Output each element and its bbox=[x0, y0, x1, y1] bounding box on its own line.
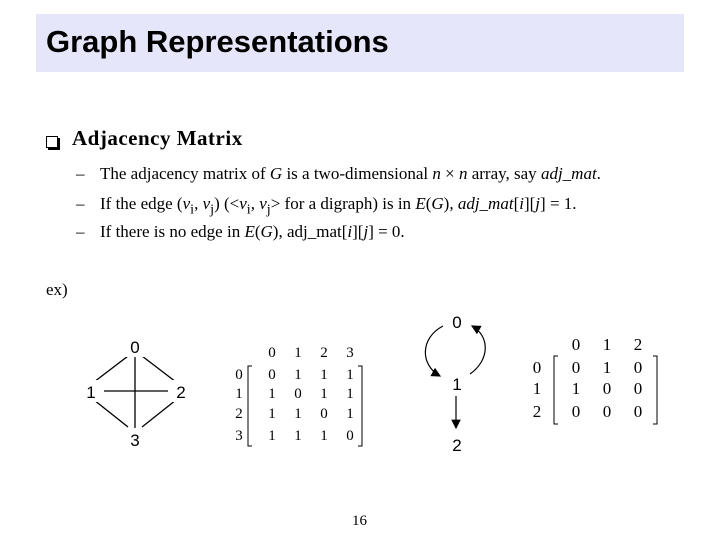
m1-cell: 1 bbox=[320, 367, 328, 383]
m2-row-label-2: 2 bbox=[532, 402, 542, 421]
m2-cell: 0 bbox=[571, 358, 581, 377]
m1-cell: 1 bbox=[346, 406, 354, 422]
node-2: 2 bbox=[452, 436, 462, 455]
m1-header-3: 3 bbox=[346, 345, 354, 361]
node-0: 0 bbox=[452, 313, 462, 332]
m1-cell: 0 bbox=[294, 386, 302, 402]
page-number: 16 bbox=[352, 513, 367, 529]
edge-0-2 bbox=[142, 356, 176, 382]
m2-header-1: 1 bbox=[602, 335, 612, 354]
edge-1-3 bbox=[94, 400, 128, 427]
m1-header-1: 1 bbox=[294, 345, 302, 361]
m1-cell: 1 bbox=[294, 428, 302, 444]
m1-header-0: 0 bbox=[268, 345, 276, 361]
slide-title: Graph Representations bbox=[46, 24, 389, 59]
node-2: 2 bbox=[176, 383, 186, 402]
m1-row-label-3: 3 bbox=[235, 428, 243, 444]
node-1: 1 bbox=[86, 383, 96, 402]
m2-right-bracket bbox=[653, 356, 657, 424]
line-3-text: If there is no edge in E(G), adj_mat[i][j] = 0. bbox=[100, 222, 405, 241]
m2-cell: 0 bbox=[571, 402, 581, 421]
m1-row-label-1: 1 bbox=[235, 386, 243, 402]
line-1-text: The adjacency matrix of G is a two-dimensional n × n array, say adj_mat. bbox=[100, 164, 601, 183]
example-label: ex) bbox=[46, 280, 68, 299]
m1-cell: 1 bbox=[320, 428, 328, 444]
m1-left-bracket bbox=[248, 366, 252, 446]
m1-cell: 1 bbox=[346, 386, 354, 402]
line-2-text: If the edge ($v_i$, $v_j$) ($<v_i$, $v_j>$ for a digraph) is in E(G), adj_mat[i][j] = 1. bbox=[100, 194, 577, 218]
m2-cell: 0 bbox=[602, 402, 612, 421]
m1-cell: 1 bbox=[294, 406, 302, 422]
edge-0-1 bbox=[94, 356, 128, 382]
m2-row-label-0: 0 bbox=[532, 358, 542, 377]
node-1: 1 bbox=[452, 375, 462, 394]
m1-cell: 1 bbox=[268, 428, 276, 444]
m1-cell: 1 bbox=[294, 367, 302, 383]
m2-header-2: 2 bbox=[633, 335, 643, 354]
m1-header-2: 2 bbox=[320, 345, 328, 361]
m1-cell: 1 bbox=[268, 406, 276, 422]
m2-cell: 1 bbox=[602, 358, 612, 377]
m2-cell: 1 bbox=[571, 379, 581, 398]
dash: – bbox=[76, 194, 85, 213]
m2-cell: 0 bbox=[633, 358, 643, 377]
dash: – bbox=[76, 164, 85, 183]
edge-2-3 bbox=[142, 400, 176, 427]
section-heading: Adjacency Matrix bbox=[72, 126, 243, 150]
node-3: 3 bbox=[130, 431, 140, 450]
m1-cell: 1 bbox=[268, 386, 276, 402]
matrix-2 bbox=[533, 335, 657, 424]
matrix-1 bbox=[235, 345, 362, 446]
edge-1-to-0 bbox=[470, 326, 485, 374]
dash: – bbox=[76, 222, 85, 241]
m1-row-label-2: 2 bbox=[235, 406, 243, 422]
node-0: 0 bbox=[130, 338, 140, 357]
edge-0-to-1 bbox=[425, 326, 443, 376]
m1-cell: 0 bbox=[320, 406, 328, 422]
m1-cell: 0 bbox=[346, 428, 354, 444]
m2-cell: 0 bbox=[633, 402, 643, 421]
m1-cell: 1 bbox=[346, 367, 354, 383]
m2-cell: 0 bbox=[602, 379, 612, 398]
graph-1 bbox=[78, 335, 194, 450]
m2-header-0: 0 bbox=[571, 335, 581, 354]
graph-2 bbox=[425, 313, 485, 455]
m2-cell: 0 bbox=[633, 379, 643, 398]
m1-cell: 1 bbox=[320, 386, 328, 402]
m1-cell: 0 bbox=[268, 367, 276, 383]
m2-left-bracket bbox=[554, 356, 558, 424]
m1-right-bracket bbox=[358, 366, 362, 446]
m1-row-label-0: 0 bbox=[235, 367, 243, 383]
m2-row-label-1: 1 bbox=[532, 379, 542, 398]
